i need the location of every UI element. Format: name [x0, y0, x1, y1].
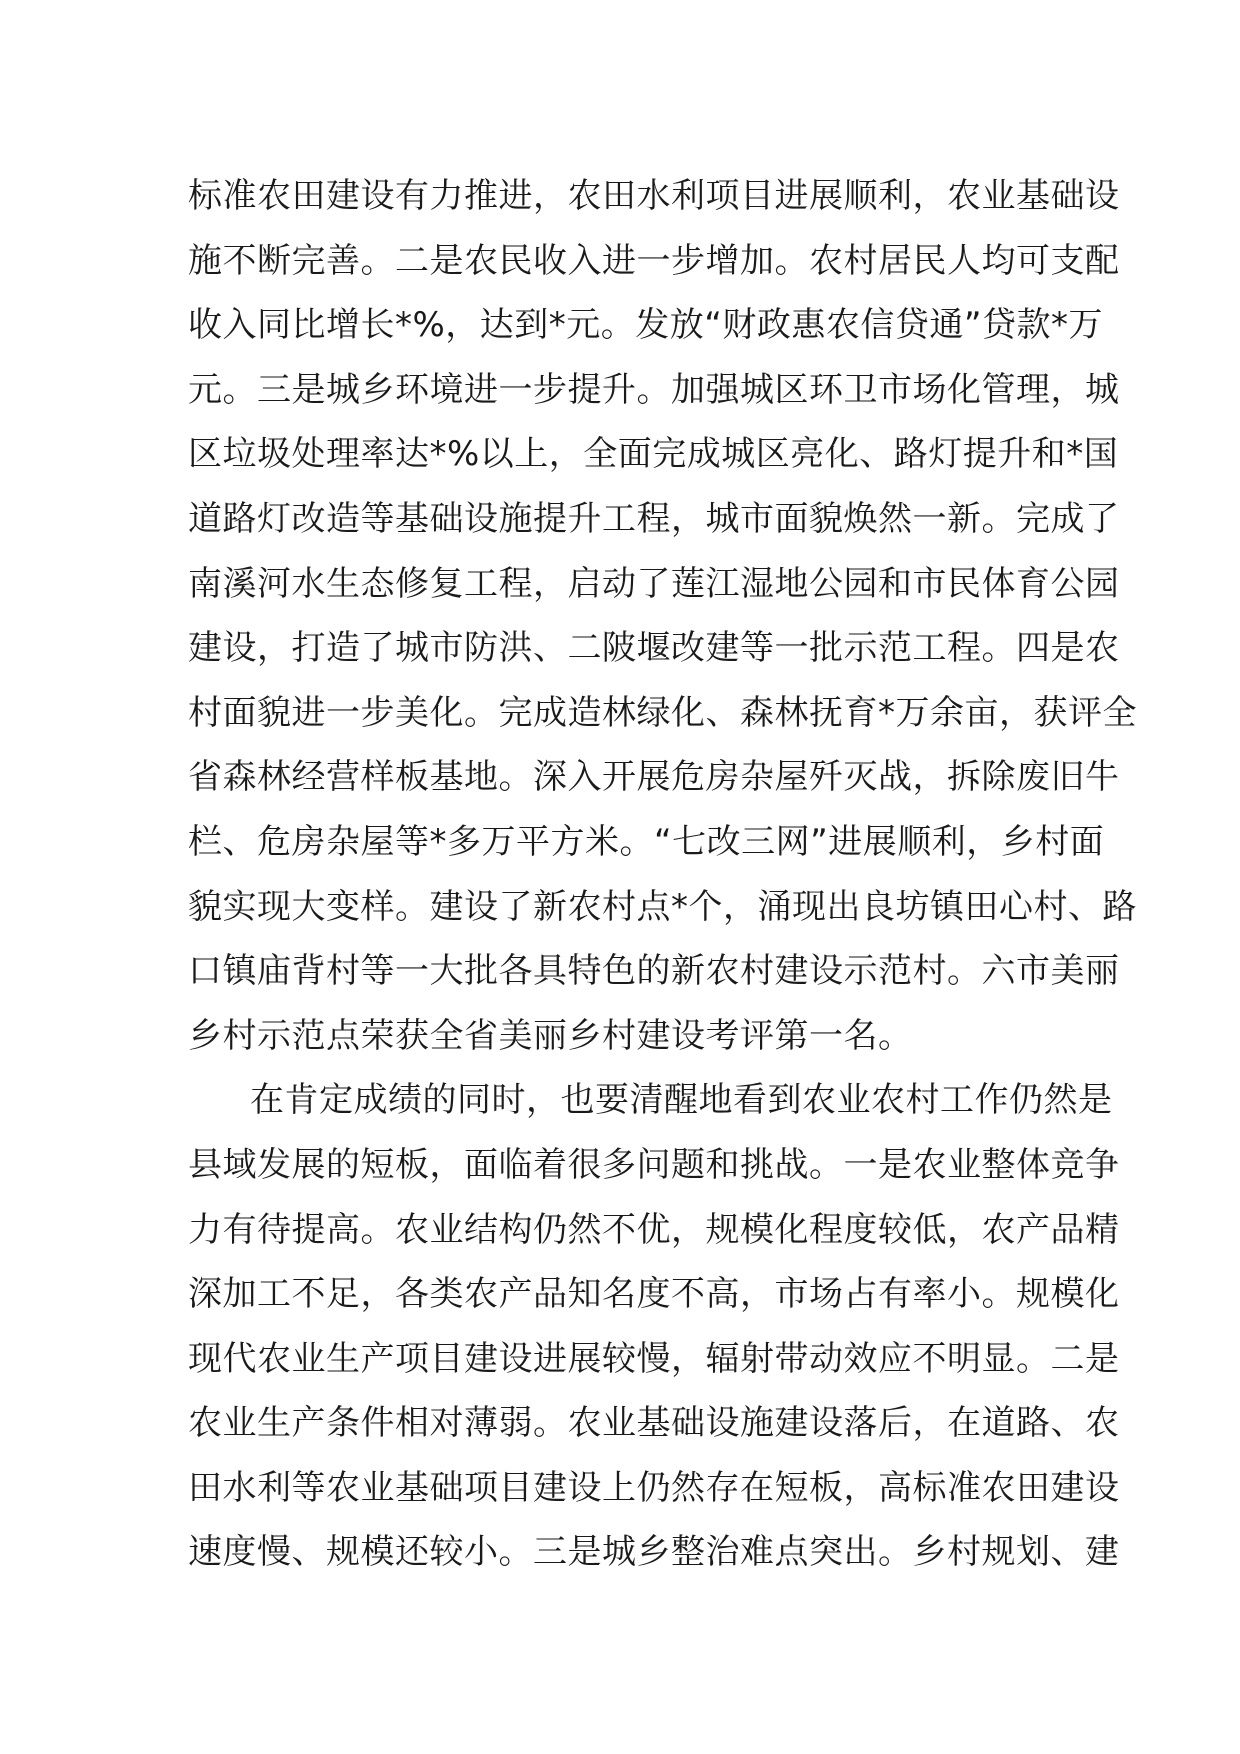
- text-line: 貌实现大变样。建设了新农村点*个，涌现出良坊镇田心村、路: [188, 886, 1137, 927]
- text-line: 村面貌进一步美化。完成造林绿化、森林抚育*万余亩，获评全: [188, 692, 1137, 733]
- text-line: 建设，打造了城市防洪、二陂堰改建等一批示范工程。四是农: [188, 628, 1120, 669]
- text-line: 元。三是城乡环境进一步提升。加强城区环卫市场化管理，城: [188, 369, 1120, 410]
- text-line: 栏、危房杂屋等*多万平方米。“七改三网”进展顺利，乡村面: [188, 821, 1105, 862]
- text-line: 农业生产条件相对薄弱。农业基础设施建设落后，在道路、农: [188, 1403, 1120, 1444]
- text-line: 速度慢、规模还较小。三是城乡整治难点突出。乡村规划、建: [188, 1532, 1120, 1573]
- text-line: 乡村示范点荣获全省美丽乡村建设考评第一名。: [188, 1015, 913, 1056]
- text-line: 力有待提高。农业结构仍然不优，规模化程度较低，农产品精: [188, 1209, 1120, 1250]
- text-line: 施不断完善。二是农民收入进一步增加。农村居民人均可支配: [188, 240, 1120, 281]
- text-line: 道路灯改造等基础设施提升工程，城市面貌焕然一新。完成了: [188, 498, 1120, 539]
- text-line: 深加工不足，各类农产品知名度不高，市场占有率小。规模化: [188, 1274, 1120, 1315]
- text-line: 标准农田建设有力推进，农田水利项目进展顺利，农业基础设: [188, 176, 1120, 216]
- document-body: [188, 164, 1137, 1585]
- text-line: 田水利等农业基础项目建设上仍然存在短板，高标准农田建设: [188, 1467, 1120, 1508]
- text-line: 收入同比增长*%，达到*元。发放“财政惠农信贷通”贷款*万: [188, 305, 1104, 346]
- text-line: 南溪河水生态修复工程，启动了莲江湿地公园和市民体育公园: [188, 563, 1120, 604]
- text-line: 口镇庙背村等一大批各具特色的新农村建设示范村。六市美丽: [188, 951, 1120, 992]
- text-line: 省森林经营样板基地。深入开展危房杂屋歼灭战，拆除废旧牛: [188, 757, 1120, 798]
- paragraph-achievements: [188, 164, 1137, 1068]
- text-line: 区垃圾处理率达*%以上，全面完成城区亮化、路灯提升和*国: [188, 434, 1119, 475]
- text-line: 县域发展的短板，面临着很多问题和挑战。一是农业整体竞争: [188, 1144, 1120, 1185]
- text-line: 在肯定成绩的同时，也要清醒地看到农业农村工作仍然是: [250, 1080, 1113, 1121]
- text-line: 现代农业生产项目建设进展较慢，辐射带动效应不明显。二是: [188, 1338, 1120, 1379]
- paragraph-challenges: [188, 1068, 1120, 1585]
